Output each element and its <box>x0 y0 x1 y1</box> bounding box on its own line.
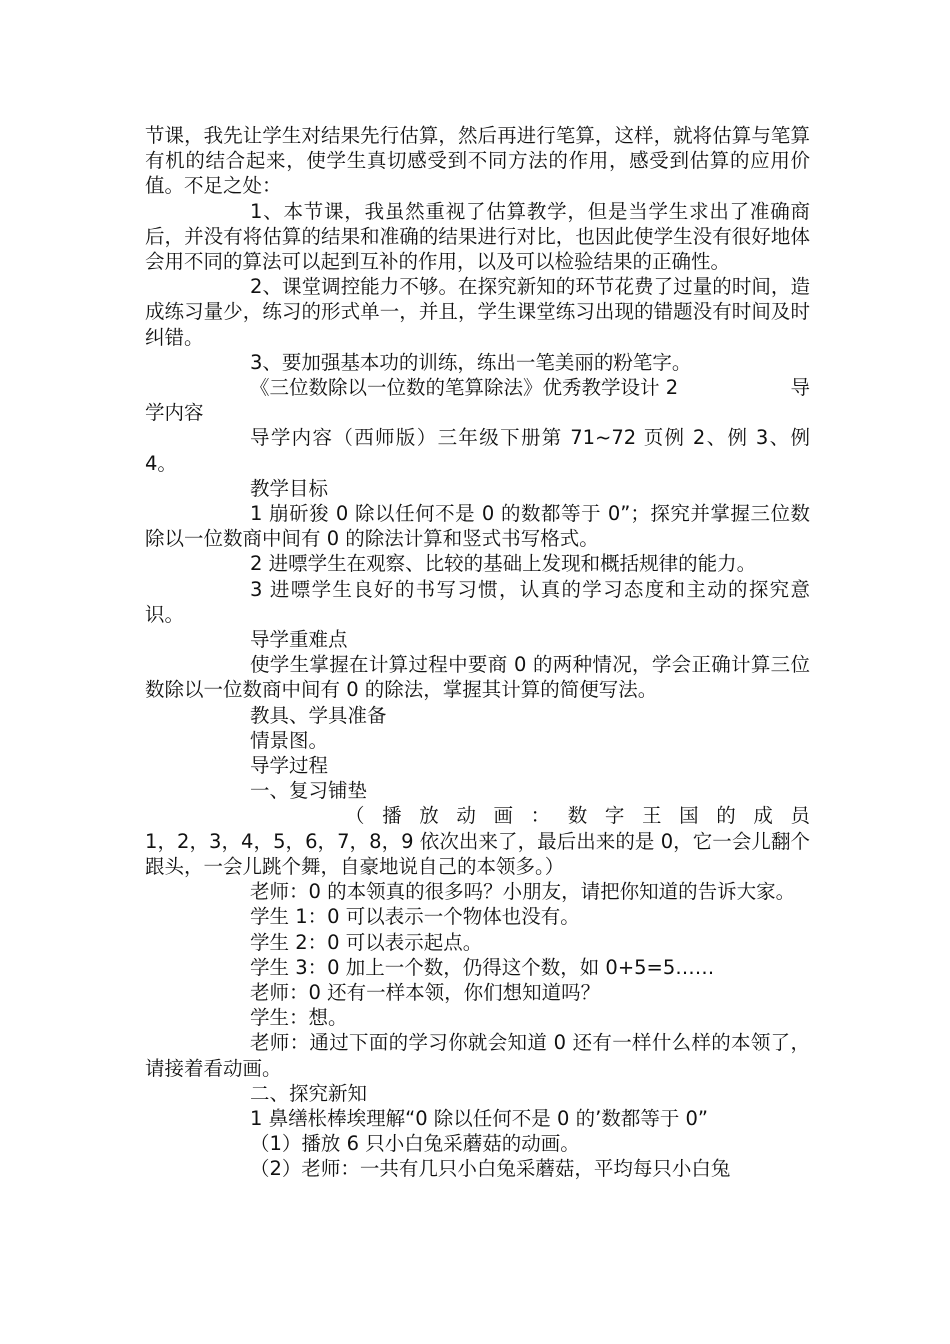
heading-process: 导学过程 <box>250 754 329 778</box>
dialogue-teacher-3: 老师：通过下面的学习你就会知道 0 还有一样什么样的本领了，请接着看动画。 <box>145 1031 810 1080</box>
explore-step-1: （1）播放 6 只小白兔采蘑菇的动画。 <box>250 1132 580 1156</box>
dialogue-student-3: 学生 3：0 加上一个数，仍得这个数，如 0+5=5…… <box>250 955 715 979</box>
document-body <box>145 123 810 1182</box>
heading-explore: 二、探究新知 <box>250 1081 368 1105</box>
objective-1: 1 崩斫狻 0 除以任何不是 0 的数都等于 0”；探究并掌握三位数除以一位数商中间有 0 的除法计算和竖式书写格式。 <box>145 502 810 551</box>
objective-3: 3 进嘌学生良好的书写习惯，认真的学习态度和主动的探究意识。 <box>145 577 810 626</box>
heading-objectives: 教学目标 <box>250 476 329 500</box>
paragraph-shortcoming-3: 3、要加强基本功的训练，练出一笔美丽的粉笔字。 <box>250 350 692 374</box>
design-title: 《三位数除以一位数的笔算除法》优秀教学设计 2 <box>250 376 679 400</box>
line-content: 导学内容（西师版）三年级下册第 71~72 页例 2、例 3、例 4。 <box>145 426 810 475</box>
paragraph-reflection-intro: 节课，我先让学生对结果先行估算，然后再进行笔算，这样，就将估算与笔算有机的结合起来，使学生真切感受到不同方法的作用，感受到估算的应用价值。不足之处： <box>145 124 810 198</box>
dialogue-student-2: 学生 2：0 可以表示起点。 <box>250 930 483 954</box>
paragraph-shortcoming-1: 1、本节课，我虽然重视了估算教学，但是当学生求出了准确商后，并没有将估算的结果和准确的结果进行对比，也因此使学生没有很好地体会用不同的算法可以起到互补的作用，以及可以检验结果的正确性。 <box>145 199 810 274</box>
dialogue-teacher-1: 老师：0 的本领真的很多吗？小朋友，请把你知道的告诉大家。 <box>250 880 796 904</box>
dialogue-student-1: 学生 1：0 可以表示一个物体也没有。 <box>250 905 580 929</box>
design-title-line <box>145 375 810 400</box>
heading-materials: 教具、学具准备 <box>250 703 387 727</box>
key-points-text: 使学生掌握在计算过程中要商 0 的两种情况，学会正确计算三位数除以一位数商中间有 0 的除法，掌握其计算的简便写法。 <box>145 653 810 702</box>
dialogue-teacher-2: 老师：0 还有一样本领，你们想知道吗？ <box>250 980 601 1004</box>
explore-item-1: 1 鼻缮枨棒埃理解“0 除以任何不是 0 的’数都等于 0” <box>250 1106 709 1130</box>
explore-step-2: （2）老师：一共有几只小白兔采蘑菇，平均每只小白兔 <box>250 1157 731 1181</box>
heading-review: 一、复习铺垫 <box>250 779 368 803</box>
animation-intro-line: （播放动画：数字王国的成员 <box>345 804 810 828</box>
materials-text: 情景图。 <box>250 728 329 752</box>
animation-description: 1，2，3，4，5，6，7，8，9 依次出来了，最后出来的是 0，它一会儿翻个跟头，一会儿跳个舞，自豪地说自己的本领多。） <box>145 829 810 878</box>
paragraph-shortcoming-2: 2、课堂调控能力不够。在探究新知的环节花费了过量的时间，造成练习量少，练习的形式单一，并且，学生课堂练习出现的错题没有时间及时纠错。 <box>145 275 810 349</box>
design-title-tail: 导 <box>790 376 810 400</box>
objective-2: 2 进嘌学生在观察、比较的基础上发现和概括规律的能力。 <box>250 552 757 576</box>
design-title-continuation: 学内容 <box>145 401 204 425</box>
heading-key-points: 导学重难点 <box>250 628 348 652</box>
dialogue-students: 学生：想。 <box>250 1006 348 1030</box>
